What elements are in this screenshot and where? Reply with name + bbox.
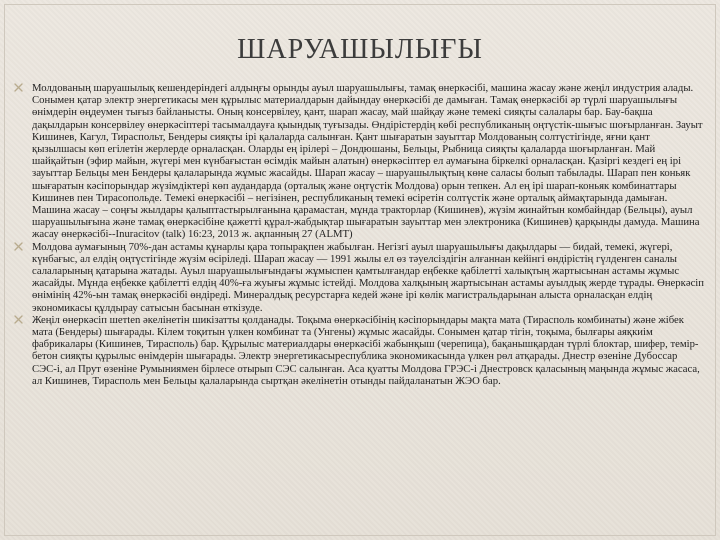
x-mark-bullet-icon bbox=[14, 83, 24, 93]
bullet-text: Жеңіл өнеркәсіп шетten әкелінетін шикізатты қолданады. Тоқыма өнеркәсібінің кәсіпорындары мақта мата (Тирасполь комбинаты) және жібек мата (Бендеры) шығарады. Кілем тоқитын үлкен комбинат та (Унгены) жұмыс жасайды. Сонымен қатар тігін, тоқыма, былғары аяқкиім фабрикалары (Кишинев, Тирасполь) бар. Құрылыс материалдары өнеркәсібі жабынқыш (черепица), бақанышқардан түрлі блоктар, шифер, темір-бетон сияқты құрылыс өнімдерін шығарады. Электр энергетикасыреспублика экономикасында үлкен рөл атқарады. Днестр өзеніне Дубоссар СЭС-і, ал Прут өзеніне Румыниямен бірлесе отырып СЭС салынған. Аса қуатты Молдова ГРЭС-і Днестровск қаласының маңында жұмыс жасаса, ал Кишинев, Тирасполь мен Бельцы қалаларында сыртқан әкелінетін отынды пайдаланатын ЖЭО бар. bbox=[32, 313, 700, 387]
bullet-item bbox=[14, 241, 704, 314]
bullet-text: Молдова аумағының 70%-дан астамы құнарлы қара топырақпен жабылған. Негізгі ауыл шаруашылығы дақылдары — бидай, темекі, жүгері, күнбағыс, ал елдің оңтүстігінде жүзім өсіріледі. Шарап жасау — 1991 жылы ел өз тәуелсіздігін алғаннан кейінгі өндірістің гүлденген саналы салаларының қатарына жатады. Ауыл шаруашылығындағы жұмыспен қамтылғандар еңбекке қабілетті халықтың жартысынан астамы жұмыс жасайды. Мұнда еңбекке қабілетті елдің 40%-ға жуығы жұмыс істейді. Молдова халқының жартысынан астамы ауылдық жерде тұрады. Өнеркәсіп өнімінің 42%-ын тамақ өнеркәсібі өндіреді. Минералдық ресурстарға кедей және ірі көлік магистральдарынан алыста орналасқан елдің экономикасы құлдырау сатысын басынан өткізуде. bbox=[32, 240, 705, 314]
x-mark-bullet-icon bbox=[14, 242, 24, 252]
slide-title: ШАРУАШЫЛЫҒЫ bbox=[237, 34, 483, 65]
bullet-item bbox=[14, 82, 704, 241]
slide-content bbox=[14, 82, 704, 387]
x-mark-bullet-icon bbox=[14, 315, 24, 325]
bullet-text: Молдованың шаруашылық кешендеріндегі алдыңғы орынды ауыл шаруашылығы, тамақ өнеркәсібі, машина жасау және жеңіл индустрия алады. Сонымен қатар электр энергетикасы мен құрылыс материалдарын дайындау өнеркәсібі де дамыған. Тамақ өнеркәсібі әр түрлі шаруашылығы өнімдерін өңдеумен тығыз байланысты. Оның консервілеу, қант, шарап жасау, май шайқау және темекі сияқты салалары бар. Бау-бақша дақылдарын консервілеу өнеркәсіптері тасымалдауға қыындық туғызады. Өндірістердің көбі республиканың оңтүстік-шығыс шоғырланған. Зауыт Кишинев, Кагул, Тираспольт, Бендеры сияқты ірі қалаларда салынған. Қант шығаратын зауыттар Молдованың солтүстігінде, яғни қант қызылшасы көп егілетін жерлерде орналасқан. Оларды ең ірілері – Дондюшаны, Бельцы, Рыбница сияқты қалаларда шоғырланған. Май шайқайтын (эфир майын, жүгері мен күнбағыстан өсімдік майын алатын) өнеркәсіптер ел аумағына біркелкі орналасқан. Қазіргі кездегі ең ірі зауыттар Бельцы мен Бендеры қалаларында жұмыс жасайды. Шарап жасау – шаруашылықтың көне саласы болып табылады. Шарап пен коньяк шығаратын кәсіпорындар жүзімдіктері көп аудандарда (орталық және оңтүстік Молдова) орын тепкен. Ал ең ірі шарап-коньяк комбинаттары Кишинев пен Тирасопольде. Темекі өнеркәсібі – негізінен, республиканың темекі өсіретін солтүстік және орталық аймақтарында дамыған. Машина жасау – соңғы жылдары қалыптастырылғанына қарамастан, мұнда тракторлар (Кишинев), жүзім жинайтын комбайндар (Бельцы), ауыл шаруашылығына және тамақ өнеркәсібіне қажетті құрал-жабдықтар шығаратын зауыттар мен электроника (Кишинев) қарқынды дамуда. Машина жасау өнеркәсібі--Inuracitov (talk) 16:23, 2013 ж. ақпанның 27 (ALMT) bbox=[32, 82, 703, 241]
bullet-item bbox=[14, 314, 704, 387]
